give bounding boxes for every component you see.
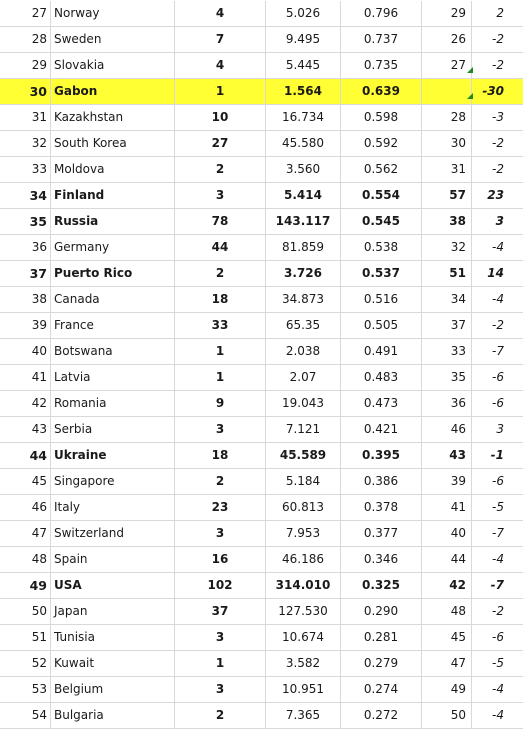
change-cell[interactable]: -4 — [492, 708, 504, 722]
table-row — [0, 313, 523, 339]
country-cell[interactable]: Botswana — [51, 339, 175, 364]
ratio-cell[interactable]: 0.598 — [341, 105, 422, 130]
medals-cell[interactable]: 2 — [175, 703, 266, 728]
table-row — [0, 651, 523, 677]
table-row — [0, 417, 523, 443]
rank-cell[interactable]: 36 — [0, 235, 51, 260]
population-cell[interactable]: 7.365 — [266, 703, 341, 728]
change-cell[interactable]: -2 — [492, 318, 504, 332]
population-cell[interactable]: 5.184 — [266, 469, 341, 494]
ratio-cell[interactable]: 0.281 — [341, 625, 422, 650]
previous-rank-cell[interactable]: 50 — [422, 703, 472, 728]
rank-cell[interactable]: 38 — [0, 287, 51, 312]
ratio-cell[interactable]: 0.491 — [341, 339, 422, 364]
ratio-cell[interactable]: 0.377 — [341, 521, 422, 546]
country-cell[interactable]: Russia — [51, 209, 175, 234]
rank-cell[interactable]: 39 — [0, 313, 51, 338]
medals-cell[interactable]: 18 — [175, 443, 266, 468]
table-row — [0, 183, 523, 209]
previous-rank-cell[interactable]: 43 — [422, 443, 472, 468]
rank-cell[interactable]: 27 — [0, 1, 51, 26]
rank-cell[interactable]: 37 — [0, 261, 51, 286]
country-cell[interactable]: Romania — [51, 391, 175, 416]
change-cell[interactable]: 3 — [496, 422, 504, 436]
medals-cell[interactable]: 78 — [175, 209, 266, 234]
rank-cell[interactable]: 40 — [0, 339, 51, 364]
country-cell[interactable]: Bulgaria — [51, 703, 175, 728]
ratio-cell[interactable]: 0.592 — [341, 131, 422, 156]
change-cell[interactable]: 2 — [496, 6, 504, 20]
change-cell[interactable]: 23 — [487, 188, 504, 202]
previous-rank-cell[interactable]: 40 — [422, 521, 472, 546]
previous-rank-cell[interactable]: 26 — [422, 27, 472, 52]
previous-rank-cell[interactable]: 34 — [422, 287, 472, 312]
table-row — [0, 1, 523, 27]
population-cell[interactable]: 1.564 — [266, 79, 341, 104]
ratio-cell[interactable]: 0.505 — [341, 313, 422, 338]
ratio-cell[interactable]: 0.537 — [341, 261, 422, 286]
population-cell[interactable]: 16.734 — [266, 105, 341, 130]
country-cell[interactable]: Serbia — [51, 417, 175, 442]
population-cell[interactable]: 2.038 — [266, 339, 341, 364]
previous-rank-cell[interactable]: 27 — [422, 53, 472, 78]
population-cell[interactable]: 143.117 — [266, 209, 341, 234]
change-cell[interactable]: -2 — [492, 136, 504, 150]
ratio-cell[interactable]: 0.346 — [341, 547, 422, 572]
previous-rank-cell[interactable]: 57 — [422, 183, 472, 208]
country-cell[interactable]: Puerto Rico — [51, 261, 175, 286]
medals-cell[interactable]: 3 — [175, 183, 266, 208]
population-cell[interactable]: 7.953 — [266, 521, 341, 546]
rank-cell[interactable]: 32 — [0, 131, 51, 156]
previous-rank-cell[interactable]: 51 — [422, 261, 472, 286]
change-cell[interactable]: 3 — [495, 214, 504, 228]
previous-rank-cell[interactable]: 35 — [422, 365, 472, 390]
table-row — [0, 521, 523, 547]
previous-rank-cell[interactable]: 36 — [422, 391, 472, 416]
population-cell[interactable]: 3.726 — [266, 261, 341, 286]
table-row — [0, 703, 523, 729]
medals-cell[interactable]: 3 — [175, 677, 266, 702]
previous-rank-cell[interactable]: 44 — [422, 547, 472, 572]
medals-cell[interactable]: 2 — [175, 157, 266, 182]
rank-cell[interactable]: 50 — [0, 599, 51, 624]
country-cell[interactable]: Norway — [51, 1, 175, 26]
population-cell[interactable]: 45.580 — [266, 131, 341, 156]
medals-cell[interactable]: 23 — [175, 495, 266, 520]
country-cell[interactable]: Spain — [51, 547, 175, 572]
change-cell[interactable]: -1 — [490, 448, 504, 462]
medals-cell[interactable]: 33 — [175, 313, 266, 338]
medals-cell[interactable]: 3 — [175, 521, 266, 546]
medals-cell[interactable]: 1 — [175, 339, 266, 364]
rank-cell[interactable]: 31 — [0, 105, 51, 130]
rank-cell[interactable]: 47 — [0, 521, 51, 546]
table-row — [0, 157, 523, 183]
country-cell[interactable]: France — [51, 313, 175, 338]
medals-cell[interactable]: 2 — [175, 261, 266, 286]
medals-cell[interactable]: 37 — [175, 599, 266, 624]
population-cell[interactable]: 45.589 — [266, 443, 341, 468]
ratio-cell[interactable]: 0.554 — [341, 183, 422, 208]
previous-rank-cell[interactable]: 47 — [422, 651, 472, 676]
change-cell[interactable]: -5 — [492, 500, 504, 514]
rank-cell[interactable]: 53 — [0, 677, 51, 702]
table-row — [0, 469, 523, 495]
ratio-cell[interactable]: 0.796 — [341, 1, 422, 26]
rank-cell[interactable]: 54 — [0, 703, 51, 728]
rank-cell[interactable]: 42 — [0, 391, 51, 416]
medals-cell[interactable]: 10 — [175, 105, 266, 130]
table-row — [0, 235, 523, 261]
population-cell[interactable]: 5.026 — [266, 1, 341, 26]
medals-cell[interactable]: 1 — [175, 651, 266, 676]
comment-marker-icon — [467, 93, 473, 99]
table-row — [0, 209, 523, 235]
change-cell[interactable]: -2 — [492, 32, 504, 46]
rank-cell[interactable]: 46 — [0, 495, 51, 520]
country-cell[interactable]: Slovakia — [51, 53, 175, 78]
rank-cell[interactable]: 28 — [0, 27, 51, 52]
country-cell[interactable]: Italy — [51, 495, 175, 520]
rank-cell[interactable]: 35 — [0, 209, 51, 234]
rank-cell[interactable]: 48 — [0, 547, 51, 572]
country-cell[interactable]: Kazakhstan — [51, 105, 175, 130]
change-cell[interactable]: -4 — [492, 682, 504, 696]
change-cell[interactable]: -2 — [492, 162, 504, 176]
country-cell[interactable]: Switzerland — [51, 521, 175, 546]
population-cell[interactable]: 3.560 — [266, 157, 341, 182]
change-cell[interactable]: -6 — [492, 630, 504, 644]
ratio-cell[interactable]: 0.386 — [341, 469, 422, 494]
population-cell[interactable]: 7.121 — [266, 417, 341, 442]
population-cell[interactable]: 10.674 — [266, 625, 341, 650]
previous-rank-cell[interactable]: 29 — [422, 1, 472, 26]
medals-cell[interactable]: 4 — [175, 53, 266, 78]
table-row — [0, 547, 523, 573]
previous-rank-cell[interactable]: 48 — [422, 599, 472, 624]
change-cell[interactable]: -4 — [492, 292, 504, 306]
comment-marker-icon — [467, 67, 473, 73]
table-row — [0, 625, 523, 651]
ratio-cell[interactable]: 0.516 — [341, 287, 422, 312]
ratio-cell[interactable]: 0.395 — [341, 443, 422, 468]
ratio-cell[interactable]: 0.737 — [341, 27, 422, 52]
ratio-cell[interactable]: 0.272 — [341, 703, 422, 728]
medals-cell[interactable]: 27 — [175, 131, 266, 156]
table-row — [0, 105, 523, 131]
change-cell[interactable]: -2 — [492, 604, 504, 618]
country-cell[interactable]: Canada — [51, 287, 175, 312]
ratio-cell[interactable]: 0.639 — [341, 79, 422, 104]
country-cell[interactable]: Finland — [51, 183, 175, 208]
medals-cell[interactable]: 3 — [175, 417, 266, 442]
ratio-cell[interactable]: 0.538 — [341, 235, 422, 260]
table-row — [0, 339, 523, 365]
medals-cell[interactable]: 9 — [175, 391, 266, 416]
change-cell[interactable]: -6 — [492, 370, 504, 384]
population-cell[interactable]: 81.859 — [266, 235, 341, 260]
ratio-cell[interactable]: 0.473 — [341, 391, 422, 416]
rank-cell[interactable]: 41 — [0, 365, 51, 390]
population-cell[interactable]: 34.873 — [266, 287, 341, 312]
medals-cell[interactable]: 7 — [175, 27, 266, 52]
medals-cell[interactable]: 102 — [175, 573, 266, 598]
country-cell[interactable]: Kuwait — [51, 651, 175, 676]
previous-rank-cell[interactable]: 33 — [422, 339, 472, 364]
previous-rank-cell[interactable]: 39 — [422, 469, 472, 494]
population-cell[interactable]: 10.951 — [266, 677, 341, 702]
previous-rank-cell[interactable]: 42 — [422, 573, 472, 598]
ratio-cell[interactable]: 0.279 — [341, 651, 422, 676]
country-cell[interactable]: Singapore — [51, 469, 175, 494]
change-cell[interactable]: -4 — [492, 240, 504, 254]
ratio-cell[interactable]: 0.562 — [341, 157, 422, 182]
previous-rank-cell[interactable]: 30 — [422, 131, 472, 156]
population-cell[interactable]: 5.414 — [266, 183, 341, 208]
medals-cell[interactable]: 44 — [175, 235, 266, 260]
medals-cell[interactable]: 16 — [175, 547, 266, 572]
change-cell[interactable]: -4 — [492, 552, 504, 566]
change-cell[interactable]: -3 — [492, 110, 504, 124]
previous-rank-cell[interactable]: 31 — [422, 157, 472, 182]
medals-cell[interactable]: 2 — [175, 469, 266, 494]
change-cell[interactable]: -30 — [482, 84, 504, 98]
ratio-cell[interactable]: 0.274 — [341, 677, 422, 702]
population-cell[interactable]: 60.813 — [266, 495, 341, 520]
previous-rank-cell[interactable]: 41 — [422, 495, 472, 520]
country-cell[interactable]: Gabon — [51, 79, 175, 104]
change-cell[interactable]: -6 — [492, 474, 504, 488]
change-cell[interactable]: -5 — [492, 656, 504, 670]
medals-cell[interactable]: 18 — [175, 287, 266, 312]
rank-cell[interactable]: 45 — [0, 469, 51, 494]
table-row — [0, 27, 523, 53]
country-cell[interactable]: USA — [51, 573, 175, 598]
rank-cell[interactable]: 34 — [0, 183, 51, 208]
rank-cell[interactable]: 43 — [0, 417, 51, 442]
change-cell[interactable]: -7 — [492, 526, 504, 540]
table-row — [0, 573, 523, 599]
change-cell[interactable]: -7 — [490, 578, 504, 592]
country-cell[interactable]: Ukraine — [51, 443, 175, 468]
population-cell[interactable]: 127.530 — [266, 599, 341, 624]
ratio-cell[interactable]: 0.735 — [341, 53, 422, 78]
country-cell[interactable]: Japan — [51, 599, 175, 624]
population-cell[interactable]: 3.582 — [266, 651, 341, 676]
previous-rank-cell[interactable]: 38 — [422, 209, 472, 234]
country-cell[interactable]: Sweden — [51, 27, 175, 52]
ratio-cell[interactable]: 0.378 — [341, 495, 422, 520]
previous-rank-cell[interactable] — [422, 79, 472, 104]
rank-cell[interactable]: 44 — [0, 443, 51, 468]
population-cell[interactable]: 9.495 — [266, 27, 341, 52]
population-cell[interactable]: 5.445 — [266, 53, 341, 78]
ratio-cell[interactable]: 0.421 — [341, 417, 422, 442]
table-row — [0, 677, 523, 703]
ratio-cell[interactable]: 0.290 — [341, 599, 422, 624]
rank-cell[interactable]: 49 — [0, 573, 51, 598]
table-row — [0, 261, 523, 287]
table-row — [0, 79, 523, 105]
table-row — [0, 599, 523, 625]
country-cell[interactable]: Germany — [51, 235, 175, 260]
medals-cell[interactable]: 3 — [175, 625, 266, 650]
population-cell[interactable]: 65.35 — [266, 313, 341, 338]
ratio-cell[interactable]: 0.545 — [341, 209, 422, 234]
table-row — [0, 131, 523, 157]
country-cell[interactable]: South Korea — [51, 131, 175, 156]
ratio-cell[interactable]: 0.325 — [341, 573, 422, 598]
rank-cell[interactable]: 51 — [0, 625, 51, 650]
medals-cell[interactable]: 1 — [175, 79, 266, 104]
medals-cell[interactable]: 1 — [175, 365, 266, 390]
previous-rank-cell[interactable]: 49 — [422, 677, 472, 702]
population-cell[interactable]: 314.010 — [266, 573, 341, 598]
table-row — [0, 443, 523, 469]
table-row — [0, 287, 523, 313]
rank-cell[interactable]: 29 — [0, 53, 51, 78]
table-row — [0, 365, 523, 391]
population-cell[interactable]: 19.043 — [266, 391, 341, 416]
change-cell[interactable]: -7 — [492, 344, 504, 358]
change-cell[interactable]: -6 — [492, 396, 504, 410]
rank-cell[interactable]: 33 — [0, 157, 51, 182]
previous-rank-cell[interactable]: 32 — [422, 235, 472, 260]
rank-cell[interactable]: 52 — [0, 651, 51, 676]
country-cell[interactable]: Belgium — [51, 677, 175, 702]
previous-rank-cell[interactable]: 46 — [422, 417, 472, 442]
population-cell[interactable]: 2.07 — [266, 365, 341, 390]
change-cell[interactable]: -2 — [492, 58, 504, 72]
country-cell[interactable]: Moldova — [51, 157, 175, 182]
country-cell[interactable]: Tunisia — [51, 625, 175, 650]
table-row — [0, 53, 523, 79]
ratio-cell[interactable]: 0.483 — [341, 365, 422, 390]
country-cell[interactable]: Latvia — [51, 365, 175, 390]
change-cell[interactable]: 14 — [487, 266, 504, 280]
rank-cell[interactable]: 30 — [0, 79, 51, 104]
previous-rank-cell[interactable]: 28 — [422, 105, 472, 130]
table-row — [0, 391, 523, 417]
previous-rank-cell[interactable]: 45 — [422, 625, 472, 650]
previous-rank-cell[interactable]: 37 — [422, 313, 472, 338]
medals-cell[interactable]: 4 — [175, 1, 266, 26]
table-row — [0, 495, 523, 521]
population-cell[interactable]: 46.186 — [266, 547, 341, 572]
